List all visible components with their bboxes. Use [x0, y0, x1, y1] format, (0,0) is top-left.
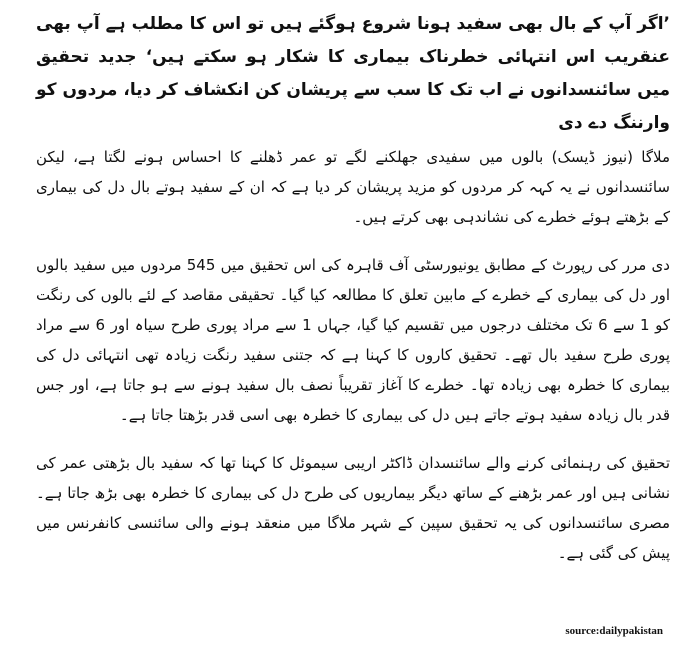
article-paragraph-3: تحقیق کی رہنمائی کرنے والے سائنسدان ڈاکٹر اریبی سیموئل کا کہنا تھا کہ سفید بال بڑھتی عمر کی نشانی ہیں اور عمر بڑھنے کے ساتھ دیگر بیماریوں کی طرح دل کی بیماری کا خطرہ بھی بڑھ جاتا ہے۔ مصری سائنسدانوں کی یہ تحقیق سپین کے شہر ملاگا میں منعقد ہونے والی سائنسی کانفرنس میں پیش کی گئی ہے۔ — [36, 454, 670, 562]
article — [36, 8, 670, 586]
article-headline: ’اگر آپ کے بال بھی سفید ہونا شروع ہوگئے ہیں تو اس کا مطلب ہے آپ بھی عنقریب اس انتہائی خطرناک بیماری کا شکار ہو سکتے ہیں‘ جدید تحقیق میں سائنسدانوں نے اب تک کا سب سے پریشان کن انکشاف کر دیا، مردوں کو وارننگ دے دی — [36, 14, 670, 133]
source-credit: source:dailypakistan — [565, 625, 663, 637]
article-paragraph-1: ملاگا (نیوز ڈیسک) بالوں میں سفیدی جھلکنے لگے تو عمر ڈھلنے کا احساس ہونے لگتا ہے، لیکن سائنسدانوں نے یہ کہہ کر مردوں کو مزید پریشان کر دیا ہے کہ ان کے سفید ہوتے بال دل کی بیماری کے بڑھتے ہوئے خطرے کی نشاندہی بھی کرتے ہیں۔ — [36, 148, 670, 226]
article-paragraph-2: دی مرر کی رپورٹ کے مطابق یونیورسٹی آف قاہرہ کی اس تحقیق میں 545 مردوں میں سفید بالوں اور دل کی بیماری کے خطرے کے مابین تعلق کا مطالعہ کیا گیا۔ تحقیقی مقاصد کے لئے بالوں کی رنگت کو 1 سے 6 تک مختلف درجوں میں تقسیم کیا گیا، جہاں 1 سے مراد پوری طرح سیاہ اور 6 سے مراد پوری طرح سفید بال تھے۔ تحقیق کاروں کا کہنا ہے کہ جتنی سفید رنگت زیادہ تھی انتہائی دل کی بیماری کا خطرہ بھی زیادہ تھا۔ خطرے کا آغاز تقریباً نصف بال سفید ہونے سے ہو جاتا ہے، اور جس قدر بال زیادہ سفید ہوتے جاتے ہیں دل کی بیماری کا خطرہ بھی اسی قدر بڑھتا جاتا ہے۔ — [36, 256, 670, 424]
